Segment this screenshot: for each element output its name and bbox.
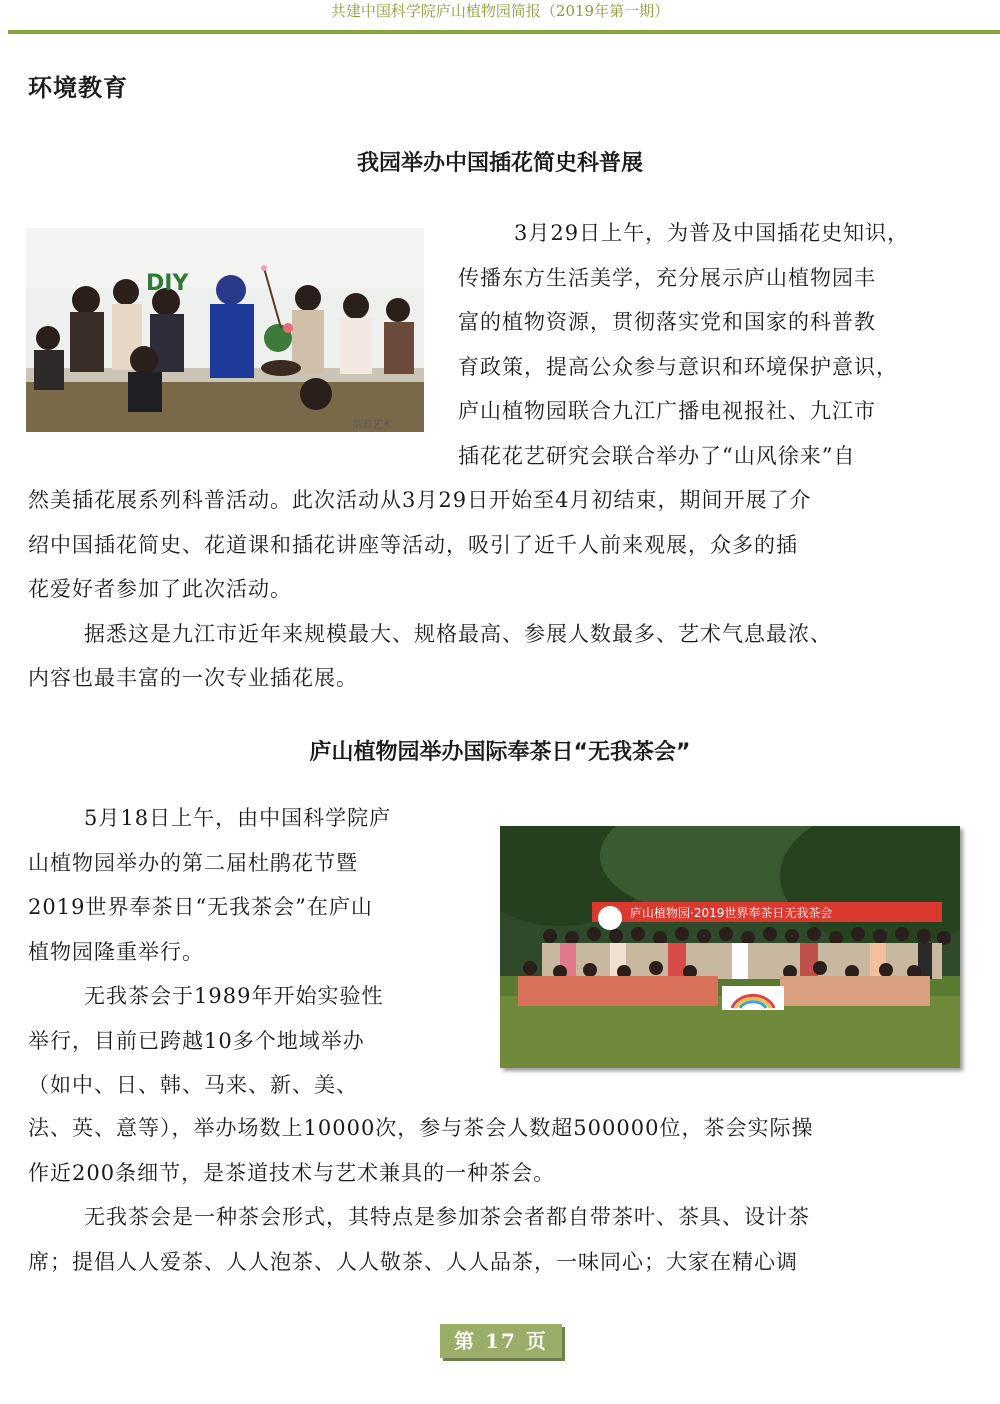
article1-line-11: 内容也最丰富的一次专业插花展。 xyxy=(28,666,358,690)
header-rule xyxy=(8,30,1000,34)
flower-exhibition-photo xyxy=(26,228,424,432)
diy-sign-text: DIY xyxy=(146,271,189,296)
page-number-badge: 第 17 页 xyxy=(440,1324,562,1358)
article1-line-8: 绍中国插花简史、花道课和插花讲座等活动，吸引了近千人前来观展，众多的插 xyxy=(28,532,798,557)
article2-line-3: 2019世界奉茶日“无我茶会”在庐山 xyxy=(28,895,373,919)
article1-line-3: 富的植物资源，贯彻落实党和国家的科普教 xyxy=(458,310,876,334)
article2-line-11: 席；提倡人人爱茶、人人泡茶、人人敬茶、人人品茶，一味同心；大家在精心调 xyxy=(28,1249,798,1274)
article2-line-10: 无我茶会是一种茶会形式，其特点是参加茶会者都自带茶叶、茶具、设计茶 xyxy=(84,1205,810,1229)
tea-gathering-photo xyxy=(500,826,960,1068)
article1-line-10: 据悉这是九江市近年来规模最大、规格最高、参展人数最多、艺术气息最浓、 xyxy=(84,621,832,646)
article1-line-4: 育政策，提高公众参与意识和环境保护意识， xyxy=(458,354,898,379)
article2-line-6: 举行，目前已跨越10多个地域举办 xyxy=(28,1028,365,1053)
article2-line-8: 法、英、意等），举办场数上10000次，参与茶会人数超500000位，茶会实际操 xyxy=(28,1116,814,1140)
article2-title: 庐山植物园举办国际奉茶日“无我茶会” xyxy=(309,740,691,765)
tea-gathering-illustration xyxy=(500,826,960,1068)
article1-line-5: 庐山植物园联合九江广播电视报社、九江市 xyxy=(458,399,876,423)
article1-line-6: 插花花艺研究会联合举办了“山风徐来”自 xyxy=(458,443,856,468)
article1-line-2: 传播东方生活美学，充分展示庐山植物园丰 xyxy=(458,265,876,290)
section-title: 环境教育 xyxy=(28,74,128,102)
article2-line-4: 植物园隆重举行。 xyxy=(28,939,204,964)
article1-line-1: 3月29日上午，为普及中国插花史知识， xyxy=(514,221,910,245)
article1-line-9: 花爱好者参加了此次活动。 xyxy=(28,577,292,601)
article1-title: 我园举办中国插花简史科普展 xyxy=(356,151,643,176)
photo-watermark: 第若艺术 xyxy=(352,420,392,431)
flower-exhibition-illustration xyxy=(26,228,424,432)
banner-text: 庐山植物园·2019世界奉茶日无我茶会 xyxy=(630,906,833,920)
page-header: 共建中国科学院庐山植物园简报（2019年第一期） xyxy=(330,2,670,20)
article2-line-9: 作近200条细节，是茶道技术与艺术兼具的一种茶会。 xyxy=(28,1160,556,1185)
article1-line-7: 然美插花展系列科普活动。此次活动从3月29日开始至4月初结束，期间开展了介 xyxy=(28,488,812,512)
article2-line-1: 5月18日上午，由中国科学院庐 xyxy=(84,806,392,830)
article2-line-7: （如中、日、韩、马来、新、美、 xyxy=(28,1073,358,1097)
article2-line-5: 无我茶会于1989年开始实验性 xyxy=(84,984,384,1008)
article2-line-2: 山植物园举办的第二届杜鹃花节暨 xyxy=(28,850,358,875)
